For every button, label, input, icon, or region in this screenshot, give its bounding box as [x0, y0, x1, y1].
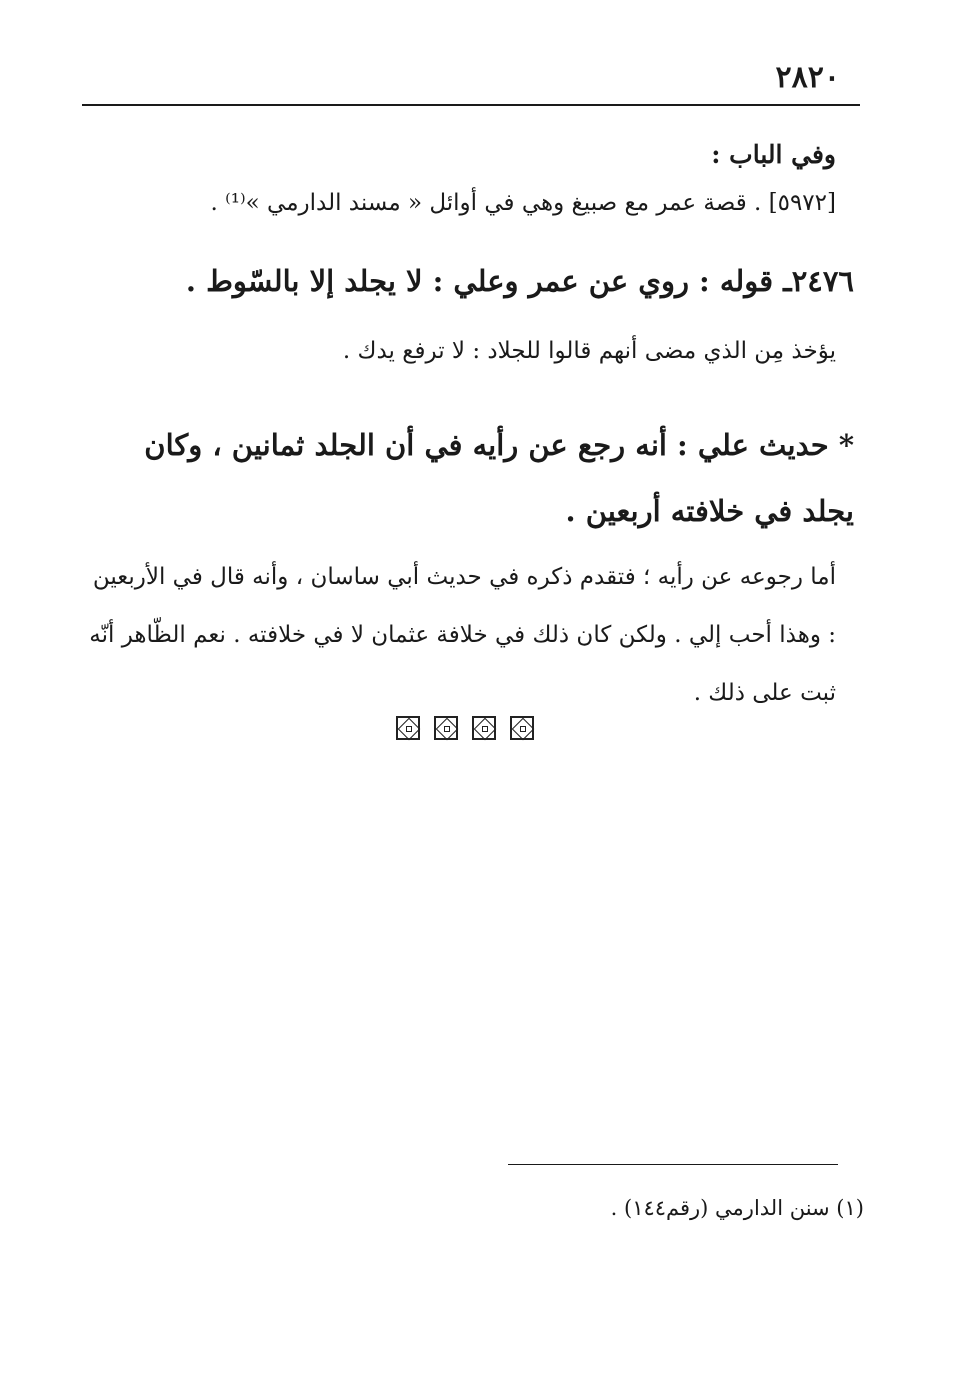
footnote: (١) سنن الدارمي (رقم١٤٤) .	[610, 1196, 864, 1220]
hadith-heading: * حديث علي : أنه رجع عن رأيه في أن الجلد ثمانين ، وكان يجلد في خلافته أربعين .	[144, 428, 854, 528]
footnote-rule	[508, 1164, 838, 1165]
ornamental-square-icon	[510, 716, 534, 740]
ornamental-square-icon	[472, 716, 496, 740]
page-number: ٢٨٢٠	[775, 60, 840, 95]
section-separator	[396, 716, 556, 748]
entry-heading: ٢٤٧٦ـ قوله : روي عن عمر وعلي : لا يجلد إلا بالسّوط .	[185, 264, 854, 298]
section-heading: وفي الباب :	[711, 140, 836, 169]
reference-line: [٥٩٧٢] . قصة عمر مع صبيغ وهي في أوائل « مسند الدارمي »⁽¹⁾ .	[210, 190, 836, 216]
header-rule	[82, 104, 860, 106]
body-paragraph: أما رجوعه عن رأيه ؛ فتقدم ذكره في حديث أبي ساسان ، وأنه قال في الأربعين : وهذا أحب إلي . ولكن كان ذلك في خلافة عثمان لا في خلافته . نعم الظّاهر أنّه ثبت على ذلك .	[89, 564, 836, 706]
ornamental-square-icon	[434, 716, 458, 740]
entry-note: يؤخذ مِن الذي مضى أنهم قالوا للجلاد : لا ترفع يدك .	[342, 338, 836, 364]
ornamental-square-icon	[396, 716, 420, 740]
